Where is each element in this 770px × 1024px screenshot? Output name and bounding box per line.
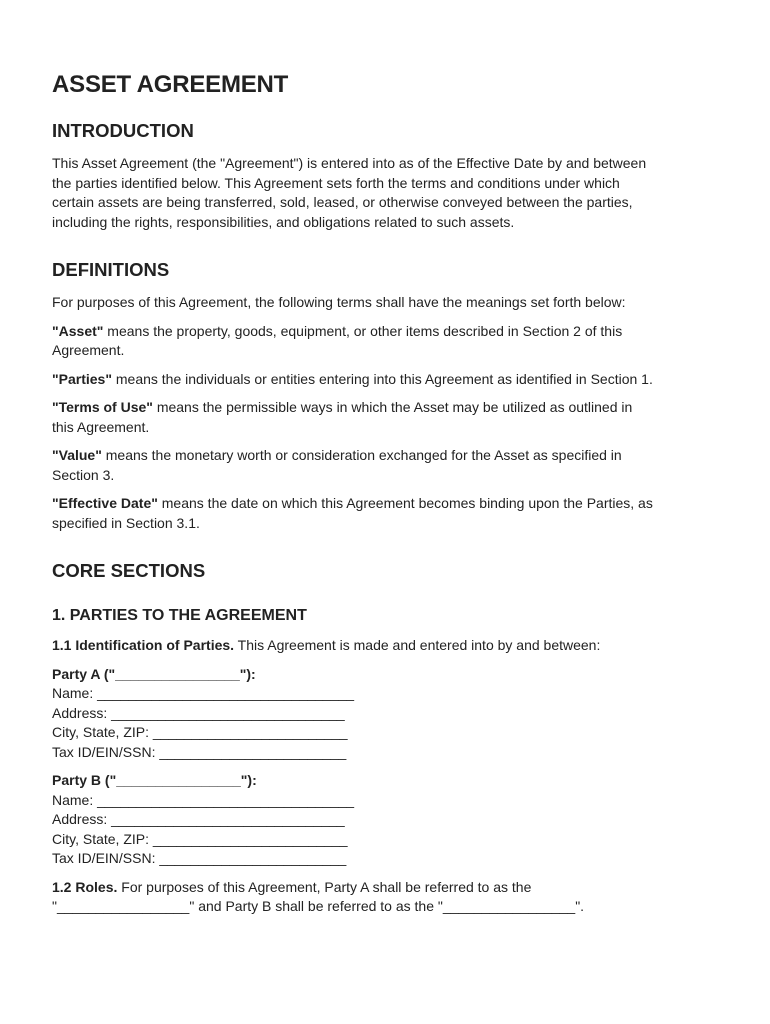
identification-text: This Agreement is made and entered into by and between:: [234, 637, 601, 653]
definition-effective-date: [52, 494, 732, 533]
party-a-address-field: Address: ______________________________: [52, 704, 345, 721]
definition-asset: [52, 322, 732, 361]
definition-parties: [52, 370, 732, 390]
definition-term: "Effective Date": [52, 495, 158, 511]
definition-text: Agreement.: [52, 342, 125, 358]
definitions-intro: For purposes of this Agreement, the following terms shall have the meanings set forth below:: [52, 294, 626, 310]
definition-term: "Parties": [52, 370, 112, 387]
identification-label: 1.1 Identification of Parties.: [52, 637, 235, 653]
party-a-label: Party A ("________________"):: [52, 665, 256, 682]
roles-text: For purposes of this Agreement, Party A shall be referred to as the: [117, 878, 532, 895]
party-a-city-field: City, State, ZIP: _________________________: [52, 724, 348, 740]
definitions-heading: DEFINITIONS: [52, 259, 170, 280]
document-title: ASSET AGREEMENT: [52, 71, 289, 98]
party-a-block: [52, 665, 732, 763]
definition-term: "Terms of Use": [52, 399, 153, 415]
definition-text: means the property, goods, equipment, or other items described in Section 2 of this: [103, 322, 623, 339]
introduction-line: the parties identified below. This Agreement sets forth the terms and conditions under which: [52, 174, 620, 191]
definition-text: this Agreement.: [52, 418, 150, 435]
introduction-line: certain assets are being transferred, sold, leased, or otherwise conveyed between the parties,: [52, 194, 633, 210]
party-b-name-field: Name: _________________________________: [52, 791, 355, 808]
introduction-heading: INTRODUCTION: [52, 120, 194, 141]
definition-text: means the individuals or entities entering into this Agreement as identified in Section 1.: [111, 370, 653, 387]
roles-text: "_________________" and Party B shall be referred to as the "_________________".: [52, 898, 585, 914]
party-b-block: [52, 771, 732, 869]
section-1-heading: 1. PARTIES TO THE AGREEMENT: [52, 607, 307, 624]
definition-text: specified in Section 3.1.: [52, 514, 200, 531]
definition-text: means the permissible ways in which the Asset may be utilized as outlined in: [152, 399, 633, 415]
introduction-line: This Asset Agreement (the "Agreement") is entered into as of the Effective Date by and between: [52, 155, 647, 171]
roles-label: 1.2 Roles.: [52, 878, 118, 895]
definition-text: means the date on which this Agreement becomes binding upon the Parties, as: [157, 495, 653, 511]
party-b-address-field: Address: ______________________________: [52, 811, 345, 827]
party-a-name-field: Name: _________________________________: [52, 685, 355, 701]
roles-paragraph: [52, 878, 732, 917]
core-sections-heading: CORE SECTIONS: [52, 560, 206, 581]
party-b-city-field: City, State, ZIP: _________________________: [52, 830, 348, 847]
introduction-line: including the rights, responsibilities, and obligations related to such assets.: [52, 213, 515, 230]
definition-term: "Value": [52, 447, 102, 463]
definition-terms-of-use: [52, 398, 732, 437]
party-b-label: Party B ("________________"):: [52, 772, 257, 788]
document-body: [52, 70, 732, 926]
introduction-paragraph: [52, 154, 732, 232]
identification-paragraph: [52, 636, 732, 656]
definition-term: "Asset": [52, 322, 104, 339]
party-b-tax-field: Tax ID/EIN/SSN: ________________________: [52, 850, 347, 866]
definition-text: Section 3.: [52, 466, 115, 483]
party-a-tax-field: Tax ID/EIN/SSN: ________________________: [52, 743, 347, 760]
definition-text: means the monetary worth or consideration exchanged for the Asset as specified in: [101, 447, 622, 463]
definition-value: [52, 446, 732, 485]
